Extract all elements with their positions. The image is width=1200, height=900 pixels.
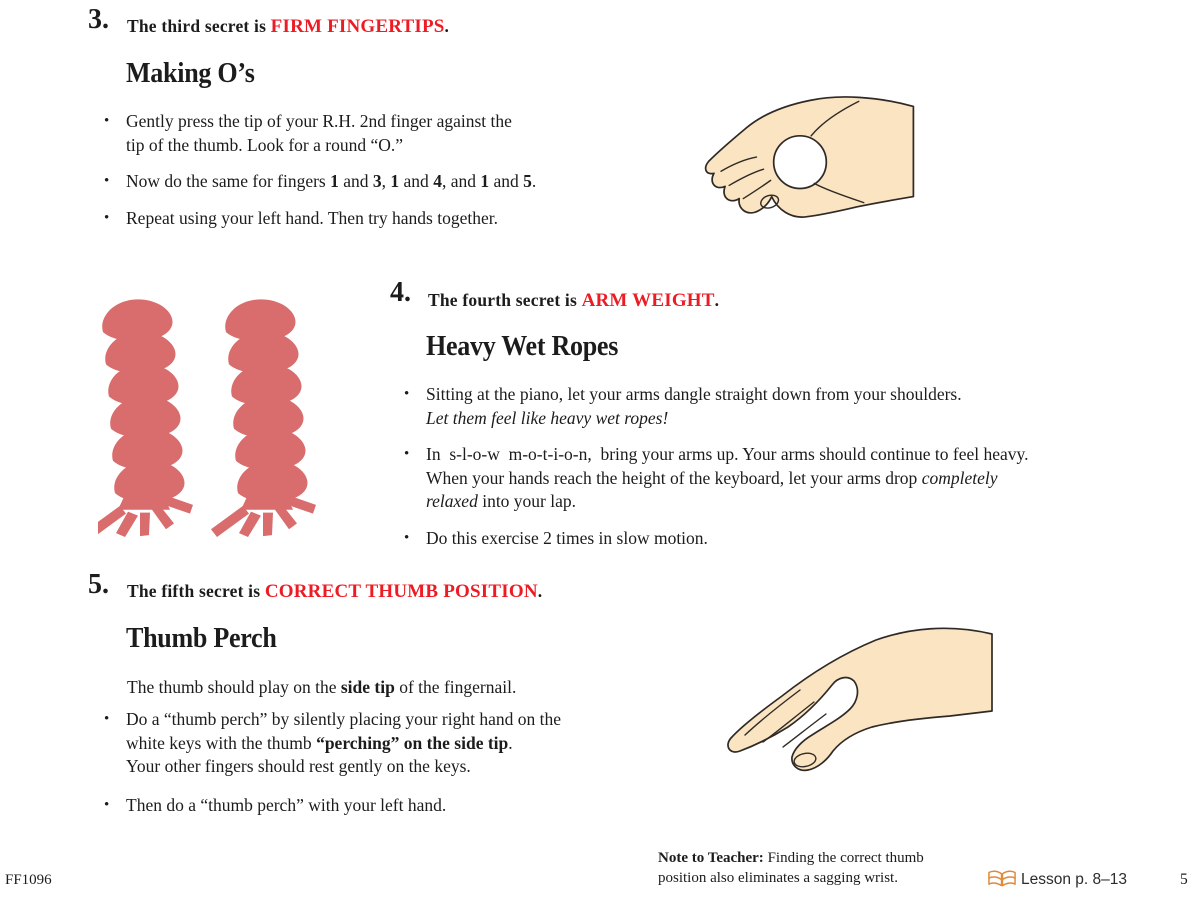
bullet-text [426,527,1114,551]
section-5-secret-line [127,581,542,603]
bullet-item [104,794,664,818]
bullet-item [104,110,624,157]
bullet-item [104,708,664,779]
bullet-item [104,207,624,231]
text-line: Let them feel like heavy wet ropes! [426,407,669,428]
bullet-item [404,443,1114,514]
catalog-number: FF1096 [5,872,52,888]
bullet-item [404,527,1114,551]
text-line: In s-l-o-w m-o-t-i-o-n, bring your arms up. Your arms should continue to feel heavy. [426,444,1029,464]
bullet-marker: • [104,711,110,727]
bullet-marker: • [404,386,410,402]
bullet-item [404,383,1114,430]
section-4-heading: Heavy Wet Ropes [426,331,619,362]
text-line: Do this exercise 2 times in slow motion. [426,527,708,548]
section-5-heading: Thumb Perch [126,623,277,654]
section-5-intro-text [127,676,667,700]
text-line: relaxed into your lap. [426,491,577,511]
bullet-text [126,207,624,231]
bullet-item [104,170,624,194]
bullet-text [426,383,1114,430]
bullet-marker: • [104,173,110,189]
bullet-marker: • [104,796,110,813]
open-book-icon [988,870,1016,889]
text-line: Sitting at the piano, let your arms dangle straight down from your shoulders. [426,384,962,404]
text-line: Repeat using your left hand. Then try hands together. [126,207,498,228]
text-line: Now do the same for fingers 1 and 3, 1 and 4, and 1 and 5. [126,171,537,191]
lesson-reference-label: Lesson p. 8–13 [1021,870,1128,888]
section-3-number: 3. [88,4,109,35]
text-line: Note to Teacher: Finding the correct thumb [658,850,924,866]
text-line: Your other fingers should rest gently on the keys. [126,756,471,776]
section-3-bullet-list [104,110,624,243]
section-4-number: 4. [390,277,411,308]
section-4-bullet-list [404,383,1114,563]
bullet-marker: • [404,446,410,462]
text-line: Then do a “thumb perch” with your left hand. [126,794,447,815]
section-3-heading: Making O’s [126,58,255,89]
page-number: 5 [1180,871,1188,888]
text-line: Do a “thumb perch” by silently placing your right hand on the [126,709,561,729]
text-line: tip of the thumb. Look for a round “O.” [126,134,404,155]
text-line: position also eliminates a sagging wrist. [658,869,898,886]
section-5-number: 5. [88,569,109,600]
text-line: The thumb should play on the side tip of the fingernail. [127,677,517,697]
bullet-marker: • [104,209,110,226]
bullet-marker: • [104,113,110,129]
text-line: The third secret is FIRM FINGERTIPS. [127,16,450,37]
lesson-reference [988,870,1127,889]
text-line: The fifth secret is CORRECT THUMB POSITION. [127,581,543,602]
section-4-secret-line [428,290,719,312]
bullet-text [126,170,624,194]
hand-making-o-illustration [658,70,942,232]
text-line: white keys with the thumb “perching” on the side tip. [126,732,513,753]
text-line: When your hands reach the height of the keyboard, let your arms drop completely [426,467,998,488]
bullet-text [426,443,1114,514]
text-line: Gently press the tip of your R.H. 2nd finger against the [126,111,512,131]
note-to-teacher [658,849,988,888]
bullet-text [126,708,664,779]
thumb-perch-hand-illustration [702,608,996,788]
bullet-marker: • [404,529,410,546]
section-3-secret-line [127,16,449,38]
bullet-text [126,110,624,157]
text-line: The fourth secret is ARM WEIGHT. [428,290,720,311]
section-5-bullet-list [104,708,664,832]
bullet-text [126,794,664,818]
wet-ropes-illustration [98,297,334,539]
